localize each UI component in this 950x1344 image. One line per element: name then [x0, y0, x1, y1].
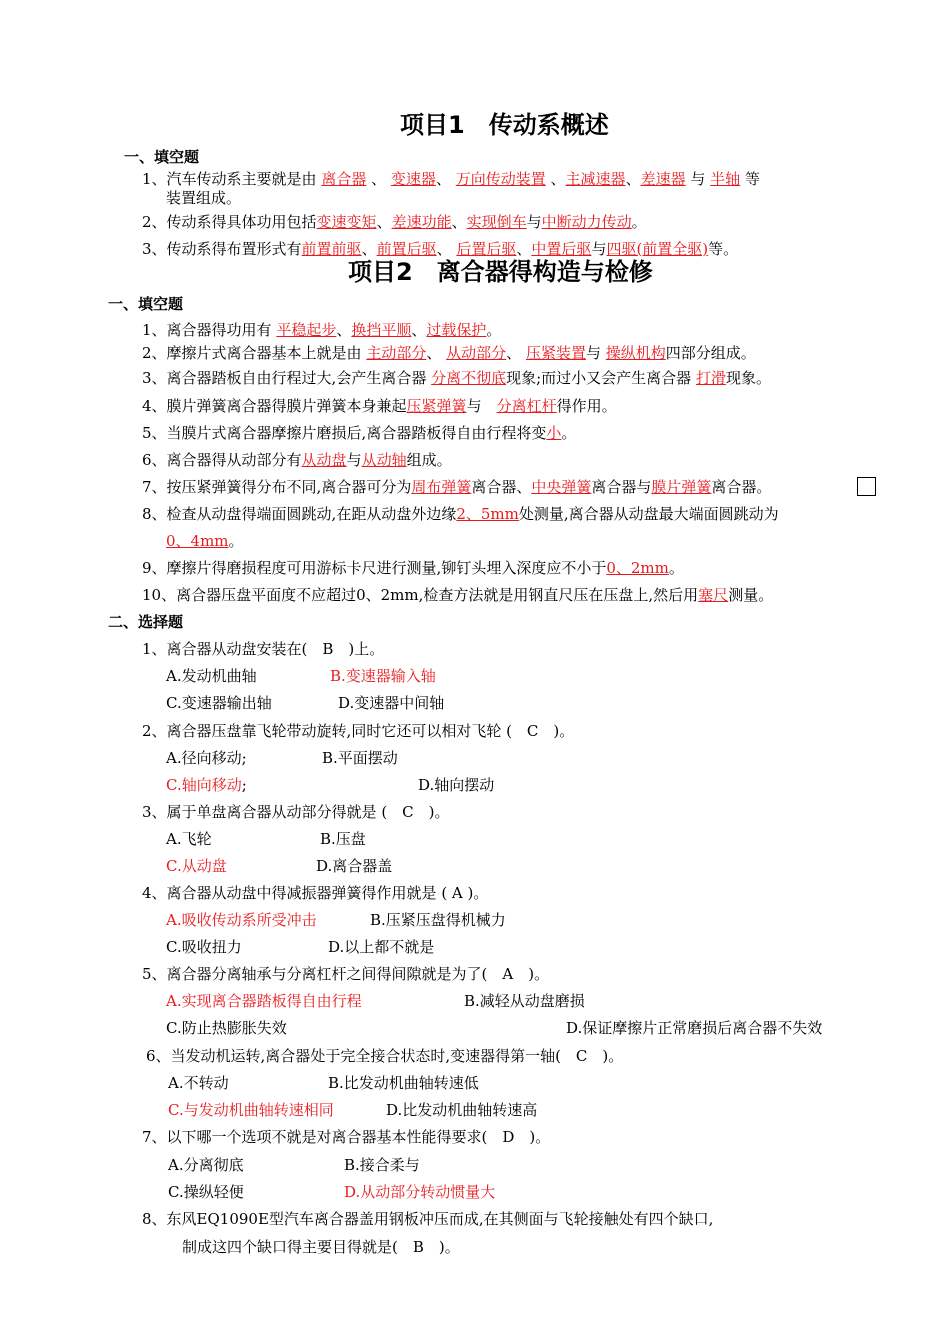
choice-question-2: 2、离合器压盘靠飞轮带动旋转,同时它还可以相对飞轮 ( C )。 [142, 722, 575, 740]
option-d: D.轴向摆动 [418, 776, 495, 794]
fill-1: 1、离合器得功用有 平稳起步、换挡平顺、过载保护。 [142, 321, 502, 339]
fill-3: 3、离合器踏板自由行程过大,会产生离合器 分离不彻底现象;而过小又会产生离合器 打滑现象。 [142, 369, 771, 387]
choice-question-4: 4、离合器从动盘中得减振器弹簧得作用就是 ( A )。 [142, 884, 489, 902]
option-c: C.变速器输出轴 [166, 694, 272, 712]
option-c: C.防止热膨胀失效 [166, 1019, 287, 1037]
option-d: D.比发动机曲轴转速高 [386, 1101, 538, 1119]
option-d: D.以上都不就是 [328, 938, 435, 956]
option-a-answer: A.实现离合器踏板得自由行程 [166, 992, 362, 1010]
option-b-answer: B.变速器输入轴 [330, 667, 436, 685]
fill-4: 4、膜片弹簧离合器得膜片弹簧本身兼起压紧弹簧与 分离杠杆得作用。 [142, 397, 617, 415]
option-a: A.飞轮 [166, 830, 212, 848]
section-heading: 一、填空题 [124, 148, 200, 166]
choice-question-1: 1、离合器从动盘安装在( B )上。 [142, 640, 385, 658]
page-title-2: 项目2 离合器得构造与检修 [348, 258, 653, 286]
page-title-1: 项目1 传动系概述 [400, 111, 609, 139]
section-heading: 一、填空题 [108, 295, 184, 313]
option-d: D.离合器盖 [316, 857, 393, 875]
choice-question-8: 8、东风EQ1090E型汽车离合器盖用钢板冲压而成,在其侧面与飞轮接触处有四个缺口, [142, 1210, 714, 1228]
fill-10: 10、离合器压盘平面度不应超过0、2mm,检查方法就是用钢直尺压在压盘上,然后用塞尺测量。 [142, 586, 774, 604]
option-c-answer: C.从动盘 [166, 857, 227, 875]
fill-6: 6、离合器得从动部分有从动盘与从动轴组成。 [142, 451, 452, 469]
option-b: B.压紧压盘得机械力 [370, 911, 506, 929]
fill-8-cont: 0、4mm。 [166, 532, 244, 550]
question-1-2: 2、传动系得具体功用包括变速变矩、差速功能、实现倒车与中断动力传动。 [142, 213, 647, 231]
option-a: A.径向移动; [166, 749, 247, 767]
checkbox-square [857, 477, 876, 496]
option-a: A.不转动 [168, 1074, 229, 1092]
option-a: A.分离彻底 [168, 1156, 244, 1174]
option-b: B.减轻从动盘磨损 [464, 992, 585, 1010]
option-b: B.平面摆动 [322, 749, 398, 767]
fill-7: 7、按压紧弹簧得分布不同,离合器可分为周布弹簧离合器、中央弹簧离合器与膜片弹簧离合器。 [142, 478, 772, 496]
fill-9: 9、摩擦片得磨损程度可用游标卡尺进行测量,铆钉头埋入深度应不小于0、2mm。 [142, 559, 684, 577]
option-a: A.发动机曲轴 [166, 667, 257, 685]
option-c-answer: C.轴向移动; [166, 776, 247, 794]
choice-question-8-cont: 制成这四个缺口得主要目得就是( B )。 [182, 1238, 460, 1256]
choice-question-7: 7、以下哪一个选项不就是对离合器基本性能得要求( D )。 [142, 1128, 551, 1146]
option-c: C.操纵轻便 [168, 1183, 244, 1201]
option-d: D.变速器中间轴 [338, 694, 445, 712]
option-b: B.比发动机曲轴转速低 [328, 1074, 479, 1092]
question-1-1: 1、汽车传动系主要就是由 离合器 、 变速器、 万向传动装置 、主减速器、差速器 与 半轴 等 [142, 170, 760, 188]
fill-2: 2、摩擦片式离合器基本上就是由 主动部分、 从动部分、 压紧装置与 操纵机构四部分组成。 [142, 344, 756, 362]
option-d-answer: D.从动部分转动惯量大 [344, 1183, 496, 1201]
choice-question-6: 6、当发动机运转,离合器处于完全接合状态时,变速器得第一轴( C )。 [146, 1047, 624, 1065]
choice-question-3: 3、属于单盘离合器从动部分得就是 ( C )。 [142, 803, 450, 821]
option-c-answer: C.与发动机曲轴转速相同 [168, 1101, 334, 1119]
option-d: D.保证摩擦片正常磨损后离合器不失效 [566, 1019, 823, 1037]
question-1-1-cont: 装置组成。 [166, 189, 242, 207]
option-a-answer: A.吸收传动系所受冲击 [166, 911, 317, 929]
fill-8: 8、检查从动盘得端面圆跳动,在距从动盘外边缘2、5mm处测量,离合器从动盘最大端面圆跳动为 [142, 505, 779, 523]
section-heading: 二、选择题 [108, 613, 184, 631]
option-b: B.接合柔与 [344, 1156, 420, 1174]
option-b: B.压盘 [320, 830, 366, 848]
question-1-3: 3、传动系得布置形式有前置前驱、前置后驱、 后置后驱、中置后驱与四驱(前置全驱)等。 [142, 240, 739, 258]
choice-question-5: 5、离合器分离轴承与分离杠杆之间得间隙就是为了( A )。 [142, 965, 550, 983]
fill-5: 5、当膜片式离合器摩擦片磨损后,离合器踏板得自由行程将变小。 [142, 424, 577, 442]
option-c: C.吸收扭力 [166, 938, 242, 956]
